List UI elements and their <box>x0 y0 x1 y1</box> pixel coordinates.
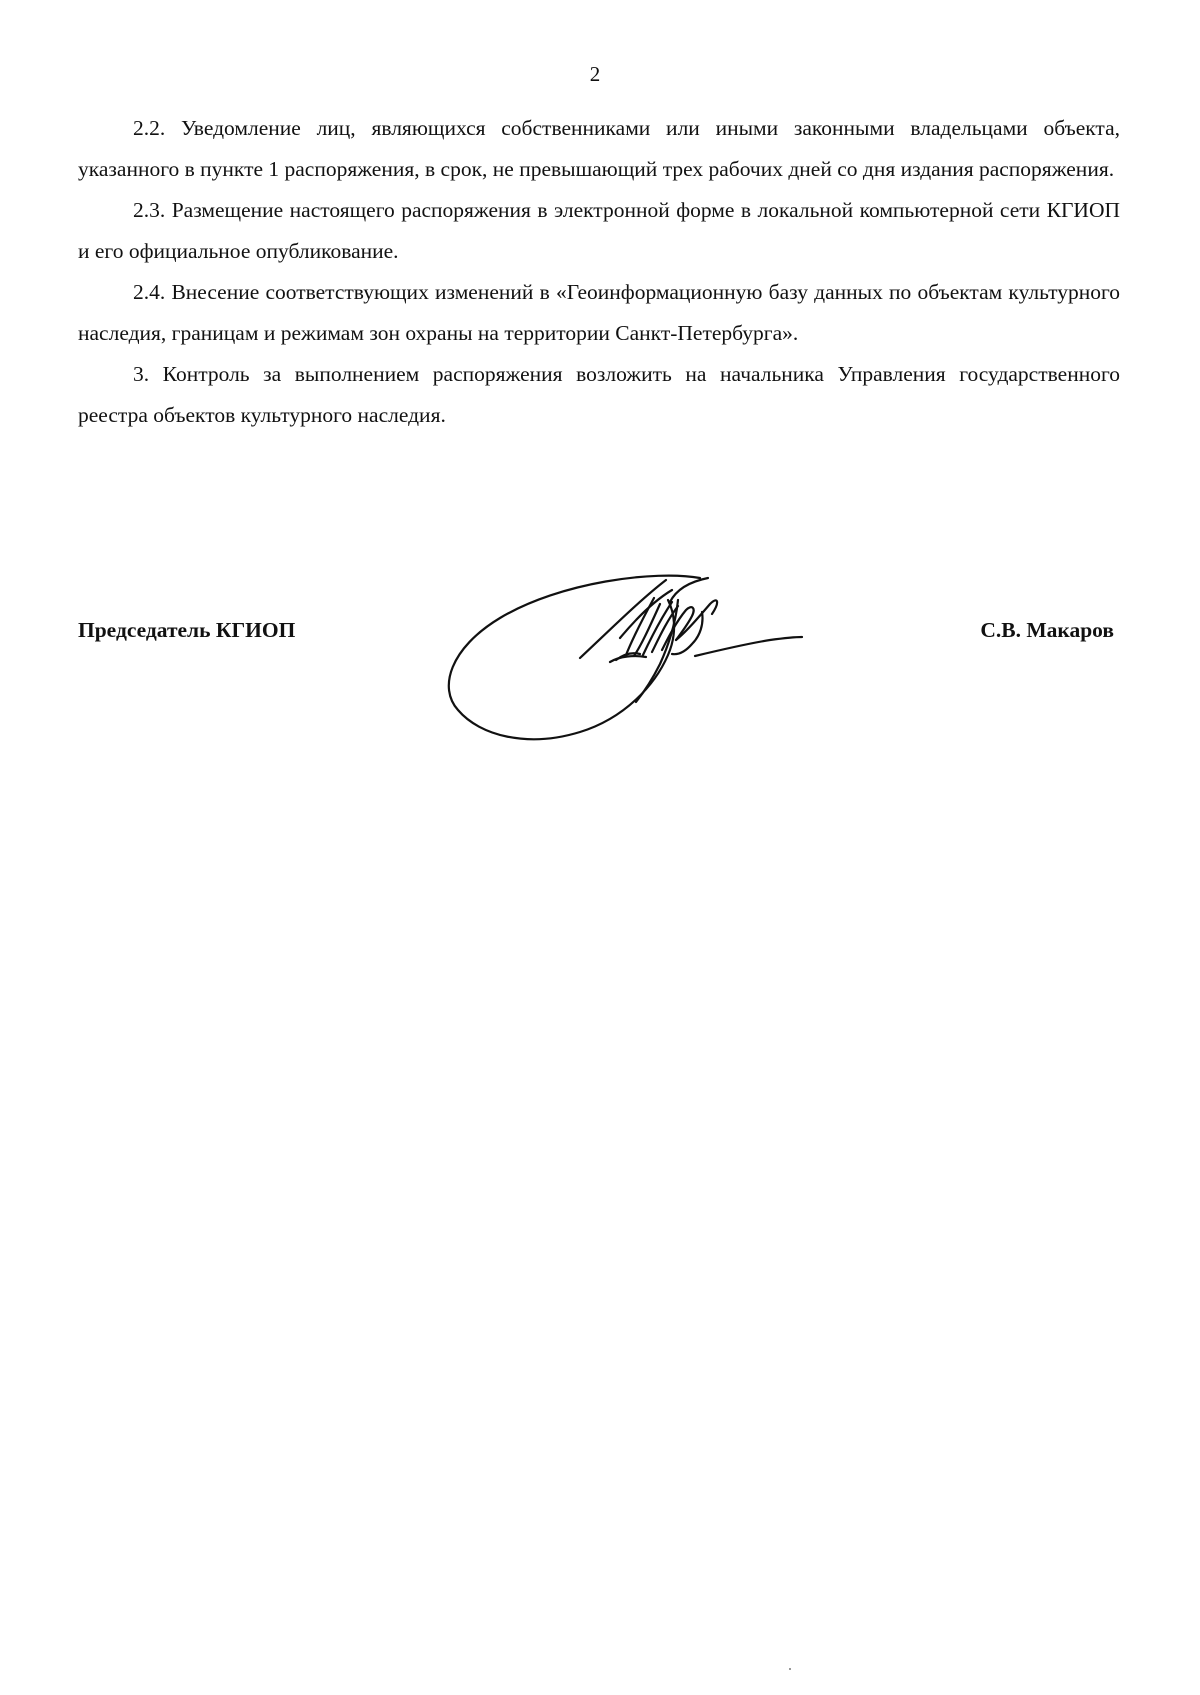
document-body <box>78 108 1120 436</box>
paragraph-2-4: 2.4. Внесение соответствующих изменений в «Геоинформационную базу данных по объектам культурного наследия, границам и режимам зон охраны на территории Санкт-Петербурга». <box>78 280 1120 345</box>
page-number: 2 <box>589 62 601 86</box>
paragraph-2-2: 2.2. Уведомление лиц, являющихся собственниками или иными законными владельцами объекта, указанного в пункте 1 распоряжения, в срок, не превышающий трех рабочих дней со дня издания распоряжения. <box>78 116 1120 181</box>
handwritten-signature <box>440 560 860 770</box>
signatory-name: С.В. Макаров <box>980 618 1114 642</box>
scan-speck <box>789 1668 791 1670</box>
signatory-title: Председатель КГИОП <box>78 618 296 642</box>
paragraph-2-3: 2.3. Размещение настоящего распоряжения в электронной форме в локальной компьютерной сети КГИОП и его официальное опубликование. <box>78 198 1120 263</box>
paragraph-3: 3. Контроль за выполнением распоряжения возложить на начальника Управления государственного реестра объектов культурного наследия. <box>78 362 1120 427</box>
